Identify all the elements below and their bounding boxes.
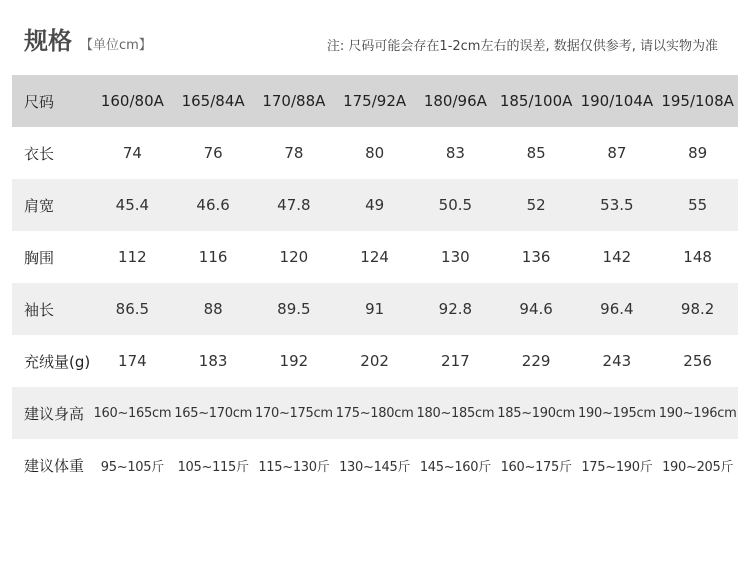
table-cell: 243 xyxy=(602,352,632,370)
column-header: 190/104A xyxy=(577,75,658,127)
column-header: 165/84A xyxy=(173,75,254,127)
table-cell: 160~165cm xyxy=(92,387,173,439)
table-cell: 116 xyxy=(198,248,228,266)
table-cell: 142 xyxy=(602,248,632,266)
table-cell: 175~190斤 xyxy=(581,459,653,475)
column-header: 185/100A xyxy=(496,75,577,127)
row-label: 衣长 xyxy=(24,144,55,163)
table-cell: 50.5 xyxy=(415,179,496,231)
table-cell: 91 xyxy=(334,283,415,335)
table-cell: 92.8 xyxy=(415,283,496,335)
table-cell: 83 xyxy=(445,144,465,162)
row-label: 充绒量(g) xyxy=(24,352,91,371)
table-cell: 160~175斤 xyxy=(500,459,572,475)
table-cell: 175~180cm xyxy=(334,387,415,439)
table-cell: 124 xyxy=(360,248,389,266)
table-cell: 47.8 xyxy=(254,179,335,231)
table-cell: 136 xyxy=(521,248,551,266)
table-row xyxy=(12,127,738,179)
table-cell: 185~190cm xyxy=(496,387,577,439)
table-cell: 53.5 xyxy=(577,179,658,231)
table-cell: 46.6 xyxy=(173,179,254,231)
table-cell: 89 xyxy=(688,144,708,162)
column-header: 170/88A xyxy=(254,75,335,127)
table-row xyxy=(12,387,738,439)
table-cell: 49 xyxy=(334,179,415,231)
table-row xyxy=(12,231,738,283)
row-label: 建议身高 xyxy=(12,387,92,439)
table-cell: 165~170cm xyxy=(173,387,254,439)
table-header-row xyxy=(12,75,738,127)
table-cell: 80 xyxy=(365,144,385,162)
table-cell: 87 xyxy=(607,144,627,162)
table-cell: 112 xyxy=(118,248,147,266)
table-cell: 94.6 xyxy=(496,283,577,335)
table-row xyxy=(12,283,738,335)
row-label: 胸围 xyxy=(24,248,55,267)
row-label: 建议体重 xyxy=(24,456,85,475)
table-cell: 192 xyxy=(279,352,309,370)
table-cell: 88 xyxy=(173,283,254,335)
table-cell: 183 xyxy=(198,352,228,370)
unit-label: 【单位cm】 xyxy=(80,38,152,53)
table-cell: 148 xyxy=(683,248,712,266)
table-cell: 98.2 xyxy=(657,283,738,335)
table-cell: 130~145斤 xyxy=(339,459,411,475)
table-cell: 115~130斤 xyxy=(258,459,330,475)
table-cell: 105~115斤 xyxy=(177,459,249,475)
table-cell: 130 xyxy=(441,248,470,266)
table-cell: 95~105斤 xyxy=(100,459,164,475)
table-cell: 170~175cm xyxy=(254,387,335,439)
table-cell: 202 xyxy=(360,352,389,370)
table-cell: 190~205斤 xyxy=(662,459,734,475)
table-cell: 174 xyxy=(118,352,147,370)
table-row xyxy=(12,335,738,387)
disclaimer-note: 注: 尺码可能会存在1-2cm左右的误差, 数据仅供参考, 请以实物为准 xyxy=(326,39,718,54)
table-row xyxy=(12,179,738,231)
table-cell: 45.4 xyxy=(92,179,173,231)
table-cell: 78 xyxy=(284,144,304,162)
table-cell: 190~195cm xyxy=(577,387,658,439)
table-cell: 120 xyxy=(279,248,309,266)
table-cell: 86.5 xyxy=(92,283,173,335)
table-cell: 180~185cm xyxy=(415,387,496,439)
column-header: 180/96A xyxy=(415,75,496,127)
row-label: 肩宽 xyxy=(12,179,92,231)
page-header xyxy=(0,0,750,74)
table-cell: 55 xyxy=(657,179,738,231)
table-cell: 52 xyxy=(496,179,577,231)
row-label: 袖长 xyxy=(12,283,92,335)
column-header: 175/92A xyxy=(334,75,415,127)
table-cell: 96.4 xyxy=(577,283,658,335)
table-cell: 89.5 xyxy=(254,283,335,335)
column-header: 160/80A xyxy=(92,75,173,127)
table-cell: 217 xyxy=(441,352,470,370)
table-cell: 85 xyxy=(526,144,546,162)
table-cell: 145~160斤 xyxy=(419,459,491,475)
table-row xyxy=(12,439,738,491)
size-chart-table xyxy=(12,75,738,491)
table-cell: 190~196cm xyxy=(657,387,738,439)
page-title: 规格 xyxy=(24,27,72,55)
table-cell: 256 xyxy=(683,352,712,370)
table-cell: 74 xyxy=(122,144,142,162)
table-cell: 76 xyxy=(203,144,223,162)
table-cell: 229 xyxy=(521,352,551,370)
column-header-size: 尺码 xyxy=(12,75,92,127)
column-header: 195/108A xyxy=(657,75,738,127)
